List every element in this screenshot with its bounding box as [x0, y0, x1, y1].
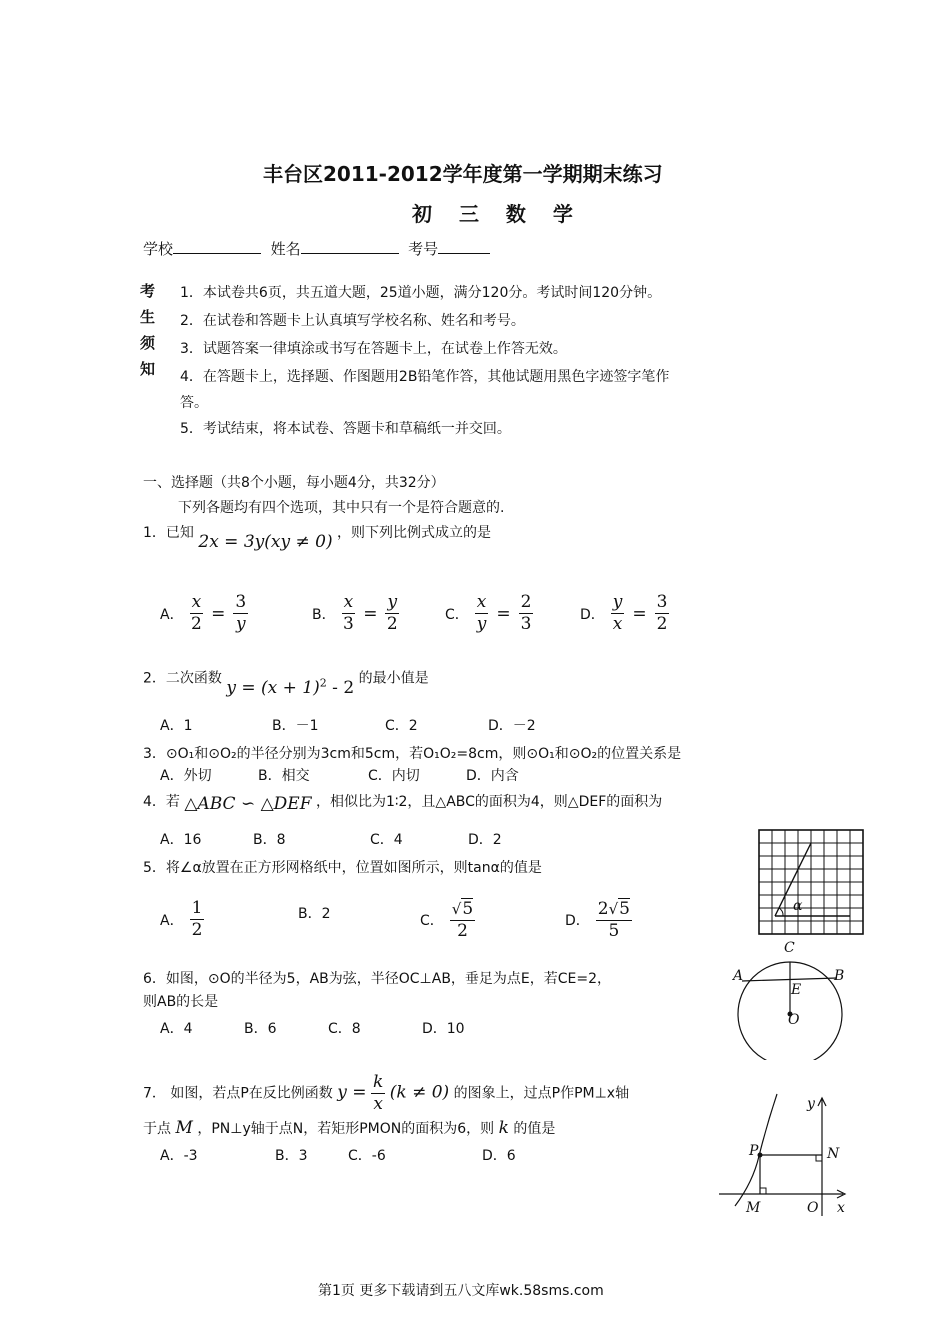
question-7-line2-prefix: 于点: [143, 1121, 171, 1137]
question-7-option-b[interactable]: B．3: [275, 1148, 308, 1164]
fraction-denominator: y: [476, 614, 487, 634]
question-7-prefix: 7． 如图，若点P在反比例函数: [143, 1085, 333, 1102]
fraction-denominator: 3: [520, 614, 532, 634]
question-1-option-b[interactable]: B． $\frac{x}{3}$ = $\frac{y}{2}$: [312, 592, 398, 634]
question-1-option-d[interactable]: D． $\frac{y}{x}$ = $\frac{3}{2}$: [580, 592, 668, 634]
fraction-denominator: y: [236, 614, 246, 634]
formula-lhs: y =: [337, 1082, 367, 1103]
question-1-option-a[interactable]: A． $\frac{x}{2}$ = $\frac{3}{y}$: [160, 592, 247, 634]
notice-item: 4．在答题卡上，选择题、作图题用2B铅笔作答，其他试题用黑色字迹签字笔作: [180, 369, 670, 385]
question-4-option-a[interactable]: A．16: [160, 832, 202, 848]
question-2-option-b[interactable]: B．－1: [272, 718, 319, 734]
label-n: N: [827, 1146, 840, 1162]
notice-item: 答。: [180, 395, 208, 411]
question-3-text: 3．⊙O₁和⊙O₂的半径分别为3cm和5cm，若O₁O₂=8cm，则⊙O₁和⊙O₂的位置关系是: [143, 746, 682, 762]
option-label: B．: [312, 606, 336, 623]
question-6-option-a[interactable]: A．4: [160, 1021, 193, 1037]
section-intro: 下列各题均有四个选项，其中只有一个是符合题意的.: [178, 500, 505, 516]
question-5-text: 5．将∠α放置在正方形网格纸中，位置如图所示，则tanα的值是: [143, 860, 542, 876]
question-6-option-b[interactable]: B．6: [244, 1021, 277, 1037]
question-2-option-d[interactable]: D．－2: [488, 718, 536, 734]
question-4-option-b[interactable]: B．8: [253, 832, 286, 848]
fraction-numerator: 3: [656, 592, 668, 612]
option-label: D．: [565, 913, 590, 929]
formula-body: y = (x + 1): [226, 677, 320, 698]
label-o: O: [807, 1200, 819, 1216]
question-7-graph-figure: [715, 1088, 865, 1220]
option-label: C．: [445, 606, 469, 623]
question-1: [143, 522, 492, 552]
label-c: C: [784, 940, 795, 956]
question-2-option-a[interactable]: A．1: [160, 718, 193, 734]
name-label: 姓名: [270, 240, 301, 258]
formula-tail: (k ≠ 0): [389, 1082, 450, 1103]
question-4-option-d[interactable]: D．2: [468, 832, 502, 848]
id-label: 考号: [408, 240, 439, 258]
sqrt-radicand: 5: [619, 899, 630, 919]
question-5-option-d[interactable]: D． $\frac{2√5}{5}$: [565, 899, 630, 941]
question-7-suffix: 的图象上，过点P作PM⊥x轴: [453, 1085, 630, 1102]
option-label: C．: [420, 913, 444, 929]
fraction-numerator: 3: [235, 592, 247, 612]
question-4: [143, 791, 663, 814]
question-6-line1: 6．如图，⊙O的半径为5，AB为弦，半径OC⊥AB，垂足为点E，若CE=2，: [143, 971, 612, 987]
question-3-option-a[interactable]: A．外切: [160, 768, 212, 784]
fraction-denominator: 2: [190, 614, 202, 634]
fraction-denominator: 3: [342, 614, 354, 634]
label-a: A: [733, 968, 744, 984]
notice-label-char: 生: [140, 308, 156, 326]
question-5-grid-figure: [755, 826, 867, 938]
question-6-option-c[interactable]: C．8: [328, 1021, 361, 1037]
question-4-option-c[interactable]: C．4: [370, 832, 403, 848]
fraction-denominator: 2: [457, 921, 468, 941]
label-y: y: [807, 1096, 815, 1112]
question-1-prefix: 1．已知: [143, 525, 194, 541]
question-1-suffix: ，则下列比例式成立的是: [337, 525, 492, 541]
id-blank[interactable]: [438, 239, 490, 254]
notice-item: 5．考试结束，将本试卷、答题卡和草稿纸一并交回。: [180, 421, 511, 437]
sqrt-radicand: 5: [462, 899, 474, 919]
label-b: B: [834, 968, 845, 984]
page-subtitle: 初 三 数 学: [412, 202, 583, 226]
question-4-formula: △ABC ∽ △DEF: [184, 794, 312, 814]
formula-tail: - 2: [326, 677, 355, 698]
fraction-denominator: 2: [656, 614, 668, 634]
page-footer: 第1页 更多下载请到五八文库wk.58sms.com: [318, 1283, 604, 1299]
fraction-numerator: x: [476, 592, 487, 612]
k-symbol: k: [498, 1118, 509, 1138]
fraction-denominator: x: [373, 1094, 383, 1114]
notice-label-char: 须: [140, 334, 156, 352]
option-label: A．: [160, 606, 184, 623]
question-7-line2-suffix: 的值是: [513, 1121, 556, 1137]
question-1-option-c[interactable]: C． $\frac{x}{y}$ = $\frac{2}{3}$: [445, 592, 532, 634]
question-7-line2: [143, 1118, 555, 1138]
notice-item: 1．本试卷共6页，共五道大题，25道小题，满分120分。考试时间120分钟。: [180, 285, 662, 301]
question-7-line2-mid: ，PN⊥y轴于点N，若矩形PMON的面积为6，则: [197, 1121, 495, 1137]
question-2-option-c[interactable]: C．2: [385, 718, 418, 734]
question-6-circle-figure: [728, 936, 852, 1060]
question-6-line2: 则AB的长是: [143, 994, 219, 1010]
notice-label: [140, 278, 160, 382]
question-1-formula: 2x = 3y(xy ≠ 0): [198, 532, 333, 552]
notice-label-char: 知: [140, 360, 156, 378]
fraction-numerator: x: [191, 592, 202, 612]
fraction-numerator: y: [612, 592, 623, 612]
label-m: M: [746, 1200, 761, 1216]
question-5-option-a[interactable]: [160, 898, 204, 941]
angle-arc: [779, 908, 783, 916]
school-blank[interactable]: [173, 239, 261, 254]
fraction-denominator: 2: [191, 920, 203, 940]
right-angle-n: [816, 1155, 822, 1161]
label-o: O: [788, 1012, 800, 1028]
point-m-symbol: M: [175, 1118, 193, 1138]
question-5-option-b[interactable]: B．2: [298, 906, 331, 922]
fraction-numerator: k: [372, 1072, 384, 1092]
name-blank[interactable]: [301, 239, 399, 254]
fraction-denominator: x: [612, 614, 623, 634]
school-label: 学校: [143, 240, 174, 258]
question-2-prefix: 2．二次函数: [143, 670, 222, 687]
question-3-option-c[interactable]: C．内切: [368, 768, 420, 784]
notice-item: 3．试题答案一律填涂或书写在答题卡上，在试卷上作答无效。: [180, 341, 567, 357]
question-2-suffix: 的最小值是: [358, 670, 429, 687]
option-label: A．: [160, 912, 184, 929]
fraction-denominator: 2: [386, 614, 398, 634]
question-7-option-c[interactable]: C．-6: [348, 1148, 386, 1164]
question-7-option-a[interactable]: A．-3: [160, 1148, 198, 1164]
question-5-option-c[interactable]: C． $\frac{√5}{2}$: [420, 899, 474, 941]
question-2-formula: [226, 678, 354, 698]
student-info-line: [143, 238, 490, 259]
question-3-option-d[interactable]: D．内含: [466, 768, 519, 784]
right-angle-m: [760, 1188, 766, 1194]
option-label: D．: [580, 606, 605, 623]
question-7-line1: [143, 1072, 629, 1115]
question-4-prefix: 4．若: [143, 794, 180, 810]
label-p: P: [749, 1143, 759, 1159]
question-7-option-d[interactable]: D．6: [482, 1148, 516, 1164]
section-heading: 一、选择题（共8个小题，每小题4分，共32分）: [143, 475, 445, 491]
label-x: x: [837, 1200, 845, 1216]
angle-label: α: [793, 898, 803, 914]
notice-label-char: 考: [140, 282, 156, 300]
label-e: E: [791, 982, 802, 998]
question-2: [143, 666, 429, 698]
formula-exponent: 2: [319, 676, 327, 689]
question-3-option-b[interactable]: B．相交: [258, 768, 310, 784]
notice-item: 2．在试卷和答题卡上认真填写学校名称、姓名和考号。: [180, 313, 525, 329]
fraction-numerator: y: [387, 592, 398, 612]
fraction-numerator: 1: [191, 898, 203, 918]
question-6-option-d[interactable]: D．10: [422, 1021, 465, 1037]
fraction-numerator: x: [343, 592, 354, 612]
page-title: 丰台区2011-2012学年度第一学期期末练习: [263, 162, 663, 186]
fraction-denominator: 5: [608, 921, 620, 941]
sqrt-coefficient: 2: [597, 899, 609, 919]
fraction-numerator: 2: [520, 592, 532, 612]
question-4-suffix: ，相似比为1∶2，且△ABC的面积为4，则△DEF的面积为: [315, 794, 663, 810]
